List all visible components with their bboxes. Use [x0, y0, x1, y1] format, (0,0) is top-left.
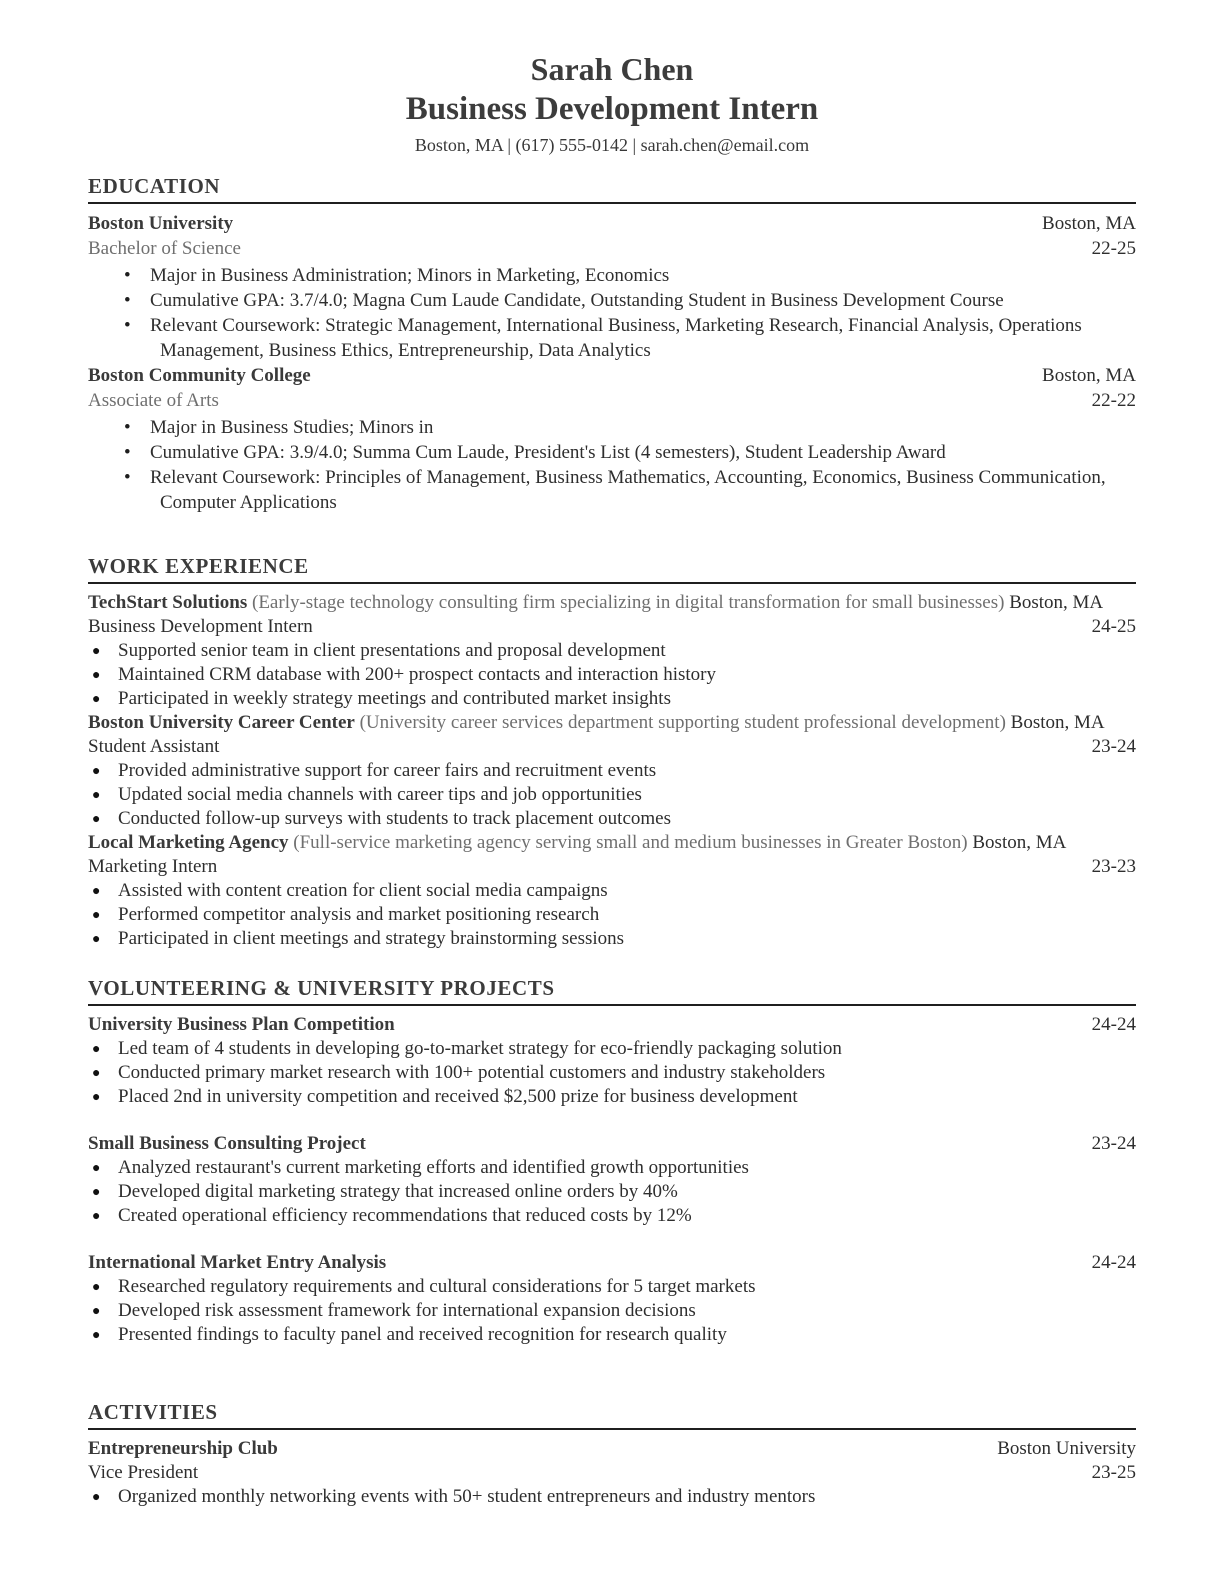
- entry-dates: 24-24: [1091, 1014, 1136, 1035]
- bullet-item: ● Organized monthly networking events with 50+ student entrepreneurs and industry mentors: [88, 1485, 1136, 1509]
- role-row: [88, 615, 1136, 639]
- role-row: [88, 1461, 1136, 1485]
- institution-row: [88, 211, 1136, 236]
- company-line: [88, 711, 1136, 735]
- project-entry: [88, 1251, 1136, 1347]
- entry-dates: 24-25: [1091, 616, 1136, 637]
- bullet-item: • Relevant Coursework: Strategic Management, International Business, Marketing Research, Financial Analysis, Operations Management, Business Ethics, Entrepreneurship, Data Analytics: [88, 313, 1136, 363]
- entry-location: Boston, MA: [1042, 365, 1136, 386]
- company-line: [88, 831, 1136, 855]
- bullet-item: ● Maintained CRM database with 200+ prospect contacts and interaction history: [88, 663, 1136, 687]
- bullet-item: ● Placed 2nd in university competition and received $2,500 prize for business development: [88, 1085, 1136, 1109]
- bullet-item: • Cumulative GPA: 3.7/4.0; Magna Cum Laude Candidate, Outstanding Student in Business Development Course: [88, 288, 1136, 313]
- role-row: [88, 855, 1136, 879]
- activity-row: [88, 1437, 1136, 1461]
- activity-entry: [88, 1437, 1136, 1509]
- bullet-item: ● Supported senior team in client presentations and proposal development: [88, 639, 1136, 663]
- bullet-item: • Major in Business Administration; Minors in Marketing, Economics: [88, 263, 1136, 288]
- project-name: Small Business Consulting Project: [88, 1133, 366, 1154]
- entry-dates: 23-24: [1091, 1133, 1136, 1154]
- education-entry: [88, 211, 1136, 363]
- company-line: [88, 591, 1136, 615]
- work-entry: [88, 591, 1136, 711]
- company-name: Boston University Career Center: [88, 712, 355, 733]
- project-row: [88, 1251, 1136, 1275]
- role-title: Marketing Intern: [88, 856, 218, 877]
- bullet-item: ● Presented findings to faculty panel and received recognition for research quality: [88, 1323, 1136, 1347]
- project-bullet-list: [88, 1037, 1136, 1109]
- bullet-item: ● Performed competitor analysis and market positioning research: [88, 903, 1136, 927]
- section-work-experience: [88, 553, 1136, 951]
- bullet-item: ● Developed digital marketing strategy that increased online orders by 40%: [88, 1180, 1136, 1204]
- contact-line: Boston, MA | (617) 555-0142 | sarah.chen@email.com: [414, 135, 810, 155]
- degree-row: [88, 388, 1136, 413]
- entry-dates: 23-24: [1091, 736, 1136, 757]
- education-bullet-list: [88, 263, 1136, 363]
- degree-name: Associate of Arts: [88, 390, 219, 411]
- company-description: (Full-service marketing agency serving small and medium businesses in Greater Boston): [293, 832, 968, 853]
- degree-name: Bachelor of Science: [88, 238, 241, 259]
- section-rule: [88, 1428, 1136, 1430]
- work-entry: [88, 831, 1136, 951]
- project-row: [88, 1013, 1136, 1037]
- bullet-item: ● Led team of 4 students in developing go-to-market strategy for eco-friendly packaging solution: [88, 1037, 1136, 1061]
- bullet-item: ● Created operational efficiency recommendations that reduced costs by 12%: [88, 1204, 1136, 1228]
- work-bullet-list: [88, 639, 1136, 711]
- project-row: [88, 1132, 1136, 1156]
- bullet-item: • Cumulative GPA: 3.9/4.0; Summa Cum Laude, President's List (4 semesters), Student Leadership Award: [88, 440, 1136, 465]
- bullet-item: ● Updated social media channels with career tips and job opportunities: [88, 783, 1136, 807]
- degree-row: [88, 236, 1136, 261]
- entry-dates: 22-25: [1091, 238, 1136, 259]
- bullet-item: ● Provided administrative support for career fairs and recruitment events: [88, 759, 1136, 783]
- education-bullet-list: [88, 415, 1136, 515]
- project-name: University Business Plan Competition: [88, 1014, 395, 1035]
- section-heading-projects: VOLUNTEERING & UNIVERSITY PROJECTS: [88, 976, 555, 1000]
- bullet-item: ● Conducted follow-up surveys with students to track placement outcomes: [88, 807, 1136, 831]
- bullet-item: ● Developed risk assessment framework for international expansion decisions: [88, 1299, 1136, 1323]
- project-entry: [88, 1132, 1136, 1228]
- project-bullet-list: [88, 1156, 1136, 1228]
- work-entry: [88, 711, 1136, 831]
- role-title: Business Development Intern: [88, 616, 313, 637]
- entry-dates: 24-24: [1091, 1252, 1136, 1273]
- role-title: Student Assistant: [88, 736, 220, 757]
- bullet-item: ● Assisted with content creation for client social media campaigns: [88, 879, 1136, 903]
- bullet-item: • Major in Business Studies; Minors in: [88, 415, 1136, 440]
- entry-location: Boston, MA: [1010, 712, 1105, 733]
- entry-dates: 22-22: [1091, 390, 1136, 411]
- work-bullet-list: [88, 759, 1136, 831]
- resume-header: [88, 50, 1136, 159]
- section-heading-activities: ACTIVITIES: [88, 1400, 218, 1424]
- activity-name: Entrepreneurship Club: [88, 1438, 278, 1459]
- project-name: International Market Entry Analysis: [88, 1252, 387, 1273]
- institution-row: [88, 363, 1136, 388]
- entry-location: Boston, MA: [1009, 592, 1104, 613]
- project-entry: [88, 1013, 1136, 1109]
- bullet-item: • Relevant Coursework: Principles of Management, Business Mathematics, Accounting, Economics, Business Communication, Computer Applications: [88, 465, 1136, 515]
- entry-location: Boston University: [997, 1438, 1136, 1459]
- company-description: (Early-stage technology consulting firm specializing in digital transformation for small businesses): [252, 592, 1005, 613]
- bullet-item: ● Participated in client meetings and strategy brainstorming sessions: [88, 927, 1136, 951]
- section-rule: [88, 1004, 1136, 1006]
- role-row: [88, 735, 1136, 759]
- role-title: Vice President: [88, 1462, 199, 1483]
- bullet-item: ● Analyzed restaurant's current marketing efforts and identified growth opportunities: [88, 1156, 1136, 1180]
- section-projects: [88, 975, 1136, 1347]
- company-name: TechStart Solutions: [88, 592, 248, 613]
- person-name: Sarah Chen: [530, 51, 694, 87]
- project-bullet-list: [88, 1275, 1136, 1347]
- section-heading-education: EDUCATION: [88, 174, 221, 198]
- bullet-item: ● Researched regulatory requirements and cultural considerations for 5 target markets: [88, 1275, 1136, 1299]
- section-rule: [88, 202, 1136, 204]
- bullet-item: ● Conducted primary market research with 100+ potential customers and industry stakeholders: [88, 1061, 1136, 1085]
- entry-dates: 23-25: [1091, 1462, 1136, 1483]
- section-rule: [88, 582, 1136, 584]
- section-activities: [88, 1399, 1136, 1509]
- person-title: Business Development Intern: [405, 91, 819, 127]
- entry-location: Boston, MA: [1042, 213, 1136, 234]
- section-heading-work: WORK EXPERIENCE: [88, 554, 309, 578]
- education-entry: [88, 363, 1136, 515]
- work-bullet-list: [88, 879, 1136, 951]
- entry-location: Boston, MA: [972, 832, 1067, 853]
- institution-name: Boston Community College: [88, 365, 311, 386]
- bullet-item: ● Participated in weekly strategy meetings and contributed market insights: [88, 687, 1136, 711]
- section-education: [88, 173, 1136, 515]
- company-name: Local Marketing Agency: [88, 832, 289, 853]
- institution-name: Boston University: [88, 213, 234, 234]
- company-description: (University career services department supporting student professional development): [359, 712, 1006, 733]
- entry-dates: 23-23: [1091, 856, 1136, 877]
- activity-bullet-list: [88, 1485, 1136, 1509]
